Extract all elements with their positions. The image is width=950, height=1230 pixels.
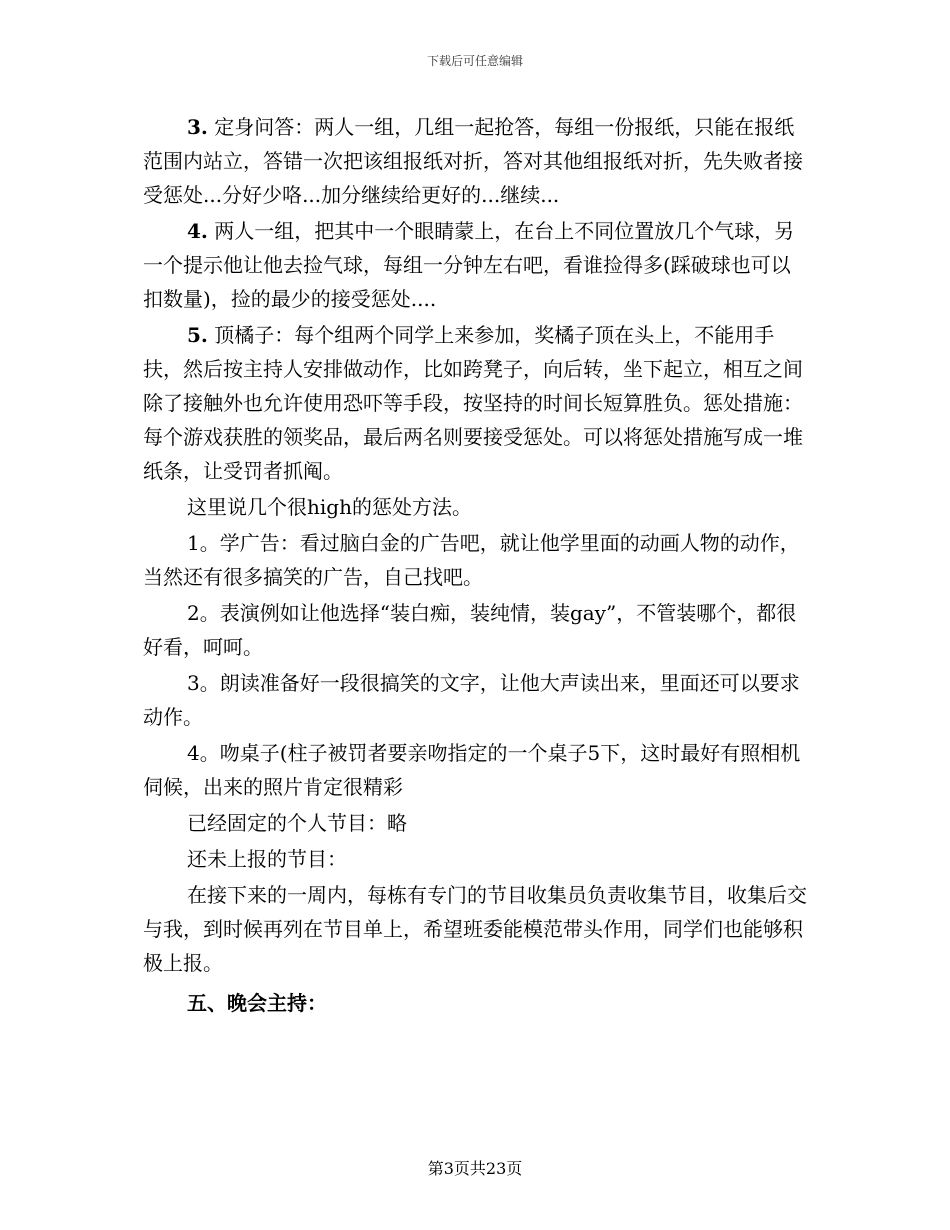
paragraph-game-5 [143, 318, 808, 488]
item-number: 5. [187, 323, 208, 347]
paragraph-text: 顶橘子：每个组两个同学上来参加，奖橘子顶在头上，不能用手扶，然后按主持人安排做动作，比如跨凳子，向后转，坐下起立，相互之间除了接触外也允许使用恐吓等手段，按坚持的时间长短算胜负。惩处措施：每个游戏获胜的领奖品，最后两名则要接受惩处。可以将惩处措施写成一堆纸条，让受罚者抓阄。 [143, 323, 803, 483]
paragraph-text: 两人一组，把其中一个眼睛蒙上，在台上不同位置放几个气球，另一个提示他让他去捡气球，每组一分钟左右吧，看谁捡得多(踩破球也可以扣数量)，捡的最少的接受惩处.... [143, 219, 795, 311]
paragraph-text: 定身问答：两人一组，几组一起抢答，每组一份报纸，只能在报纸范围内站立，答错一次把该组报纸对折，答对其他组报纸对折，先失败者接受惩处...分好少咯...加分继续给更好的...继续... [143, 115, 803, 207]
paragraph-punishment-1: 1。学广告：看过脑白金的广告吧，就让他学里面的动画人物的动作，当然还有很多搞笑的广告，自己找吧。 [143, 531, 800, 589]
section-heading: 五、晚会主持： [187, 991, 327, 1015]
paragraph-collection: 在接下来的一周内，每栋有专门的节目收集员负责收集节目，收集后交与我，到时候再列在节目单上，希望班委能模范带头作用，同学们也能够积极上报。 [143, 883, 807, 975]
item-number: 3. [187, 115, 208, 139]
paragraph-pending-programs: 还未上报的节目： [187, 847, 347, 871]
paragraph-punishment-2: 2。表演例如让他选择“装白痴，装纯情，装gay”，不管装哪个，都很好看，呵呵。 [143, 601, 797, 659]
paragraph-fixed-programs: 已经固定的个人节目：略 [187, 811, 407, 835]
paragraph-game-4 [143, 214, 808, 316]
page-footer: 第3页共23页 [427, 1159, 523, 1178]
paragraph-punishment-4: 4。吻桌子(柱子被罚者要亲吻指定的一个桌子5下，这时最好有照相机伺候，出来的照片肯定很精彩 [143, 741, 801, 799]
page-header: 下载后可任意编辑 [426, 54, 523, 68]
document-body [143, 110, 808, 1020]
paragraph-game-3 [143, 110, 808, 212]
paragraph-punishment-3: 3。朗读准备好一段很搞笑的文字，让他大声读出来，里面还可以要求动作。 [143, 671, 800, 729]
paragraph-punishment-intro: 这里说几个很high的惩处方法。 [187, 495, 472, 519]
item-number: 4. [187, 219, 208, 243]
